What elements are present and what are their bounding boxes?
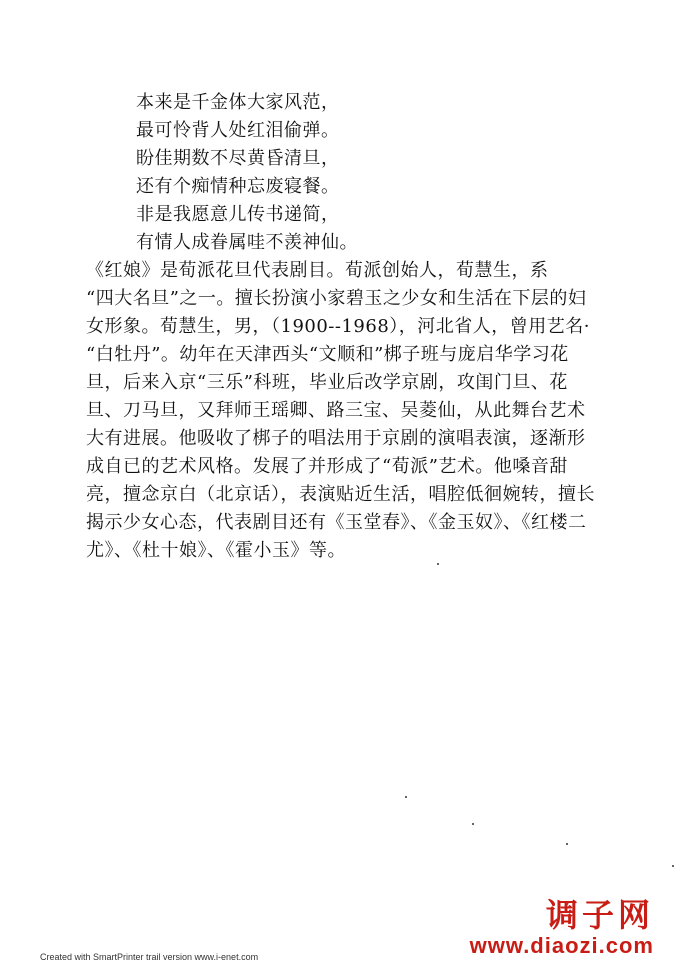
verse-block bbox=[136, 89, 616, 257]
site-watermark bbox=[470, 897, 654, 959]
verse-line: 最可怜背人处红泪偷弹。 bbox=[136, 120, 340, 141]
prose-paragraph bbox=[86, 257, 626, 565]
prose-line: 大有进展。他吸收了梆子的唱法用于京剧的演唱表演，逐渐形 bbox=[86, 428, 586, 449]
verse-line: 有情人成眷属哇不羡神仙。 bbox=[136, 232, 358, 253]
scan-speck bbox=[672, 865, 674, 867]
scan-speck bbox=[566, 843, 568, 845]
prose-line: 《红娘》是荀派花旦代表剧目。荀派创始人，荀慧生，系 bbox=[86, 260, 549, 281]
prose-line: 揭示少女心态，代表剧目还有《玉堂春》、《金玉奴》、《红楼二 bbox=[86, 512, 587, 533]
prose-line: 女形象。荀慧生，男，（1900--1968），河北省人，曾用艺名· bbox=[86, 316, 591, 337]
prose-line: “白牡丹”。幼年在天津西头“文顺和”梆子班与庞启华学习花 bbox=[86, 344, 569, 365]
verse-line: 非是我愿意儿传书递简， bbox=[136, 204, 340, 225]
prose-line: 成自已的艺术风格。发展了并形成了“荀派”艺术。他嗓音甜 bbox=[86, 456, 568, 477]
watermark-url: www.diaozi.com bbox=[469, 933, 654, 958]
prose-line: 旦，后来入京“三乐”科班，毕业后改学京剧，攻闺门旦、花 bbox=[86, 372, 568, 393]
prose-line: 亮，擅念京白（北京话），表演贴近生活，唱腔低徊婉转，擅长 bbox=[86, 484, 595, 505]
watermark-title: 调子网 bbox=[545, 896, 654, 934]
verse-line: 盼佳期数不尽黄昏清旦， bbox=[136, 148, 340, 169]
scan-speck bbox=[472, 823, 474, 825]
prose-line: “四大名旦”之一。擅长扮演小家碧玉之少女和生活在下层的妇 bbox=[86, 288, 587, 309]
scan-speck bbox=[405, 796, 407, 798]
trial-version-note: Created with SmartPrinter trail version www.i-enet.com bbox=[40, 952, 259, 962]
verse-line: 还有个痴情种忘废寝餐。 bbox=[136, 176, 340, 197]
verse-line: 本来是千金体大家风范， bbox=[136, 92, 340, 113]
scan-speck bbox=[437, 563, 439, 565]
prose-line: 旦、刀马旦，又拜师王瑶卿、路三宝、吴菱仙，从此舞台艺术 bbox=[86, 400, 586, 421]
prose-line: 尤》、《杜十娘》、《霍小玉》等。 bbox=[86, 540, 346, 561]
